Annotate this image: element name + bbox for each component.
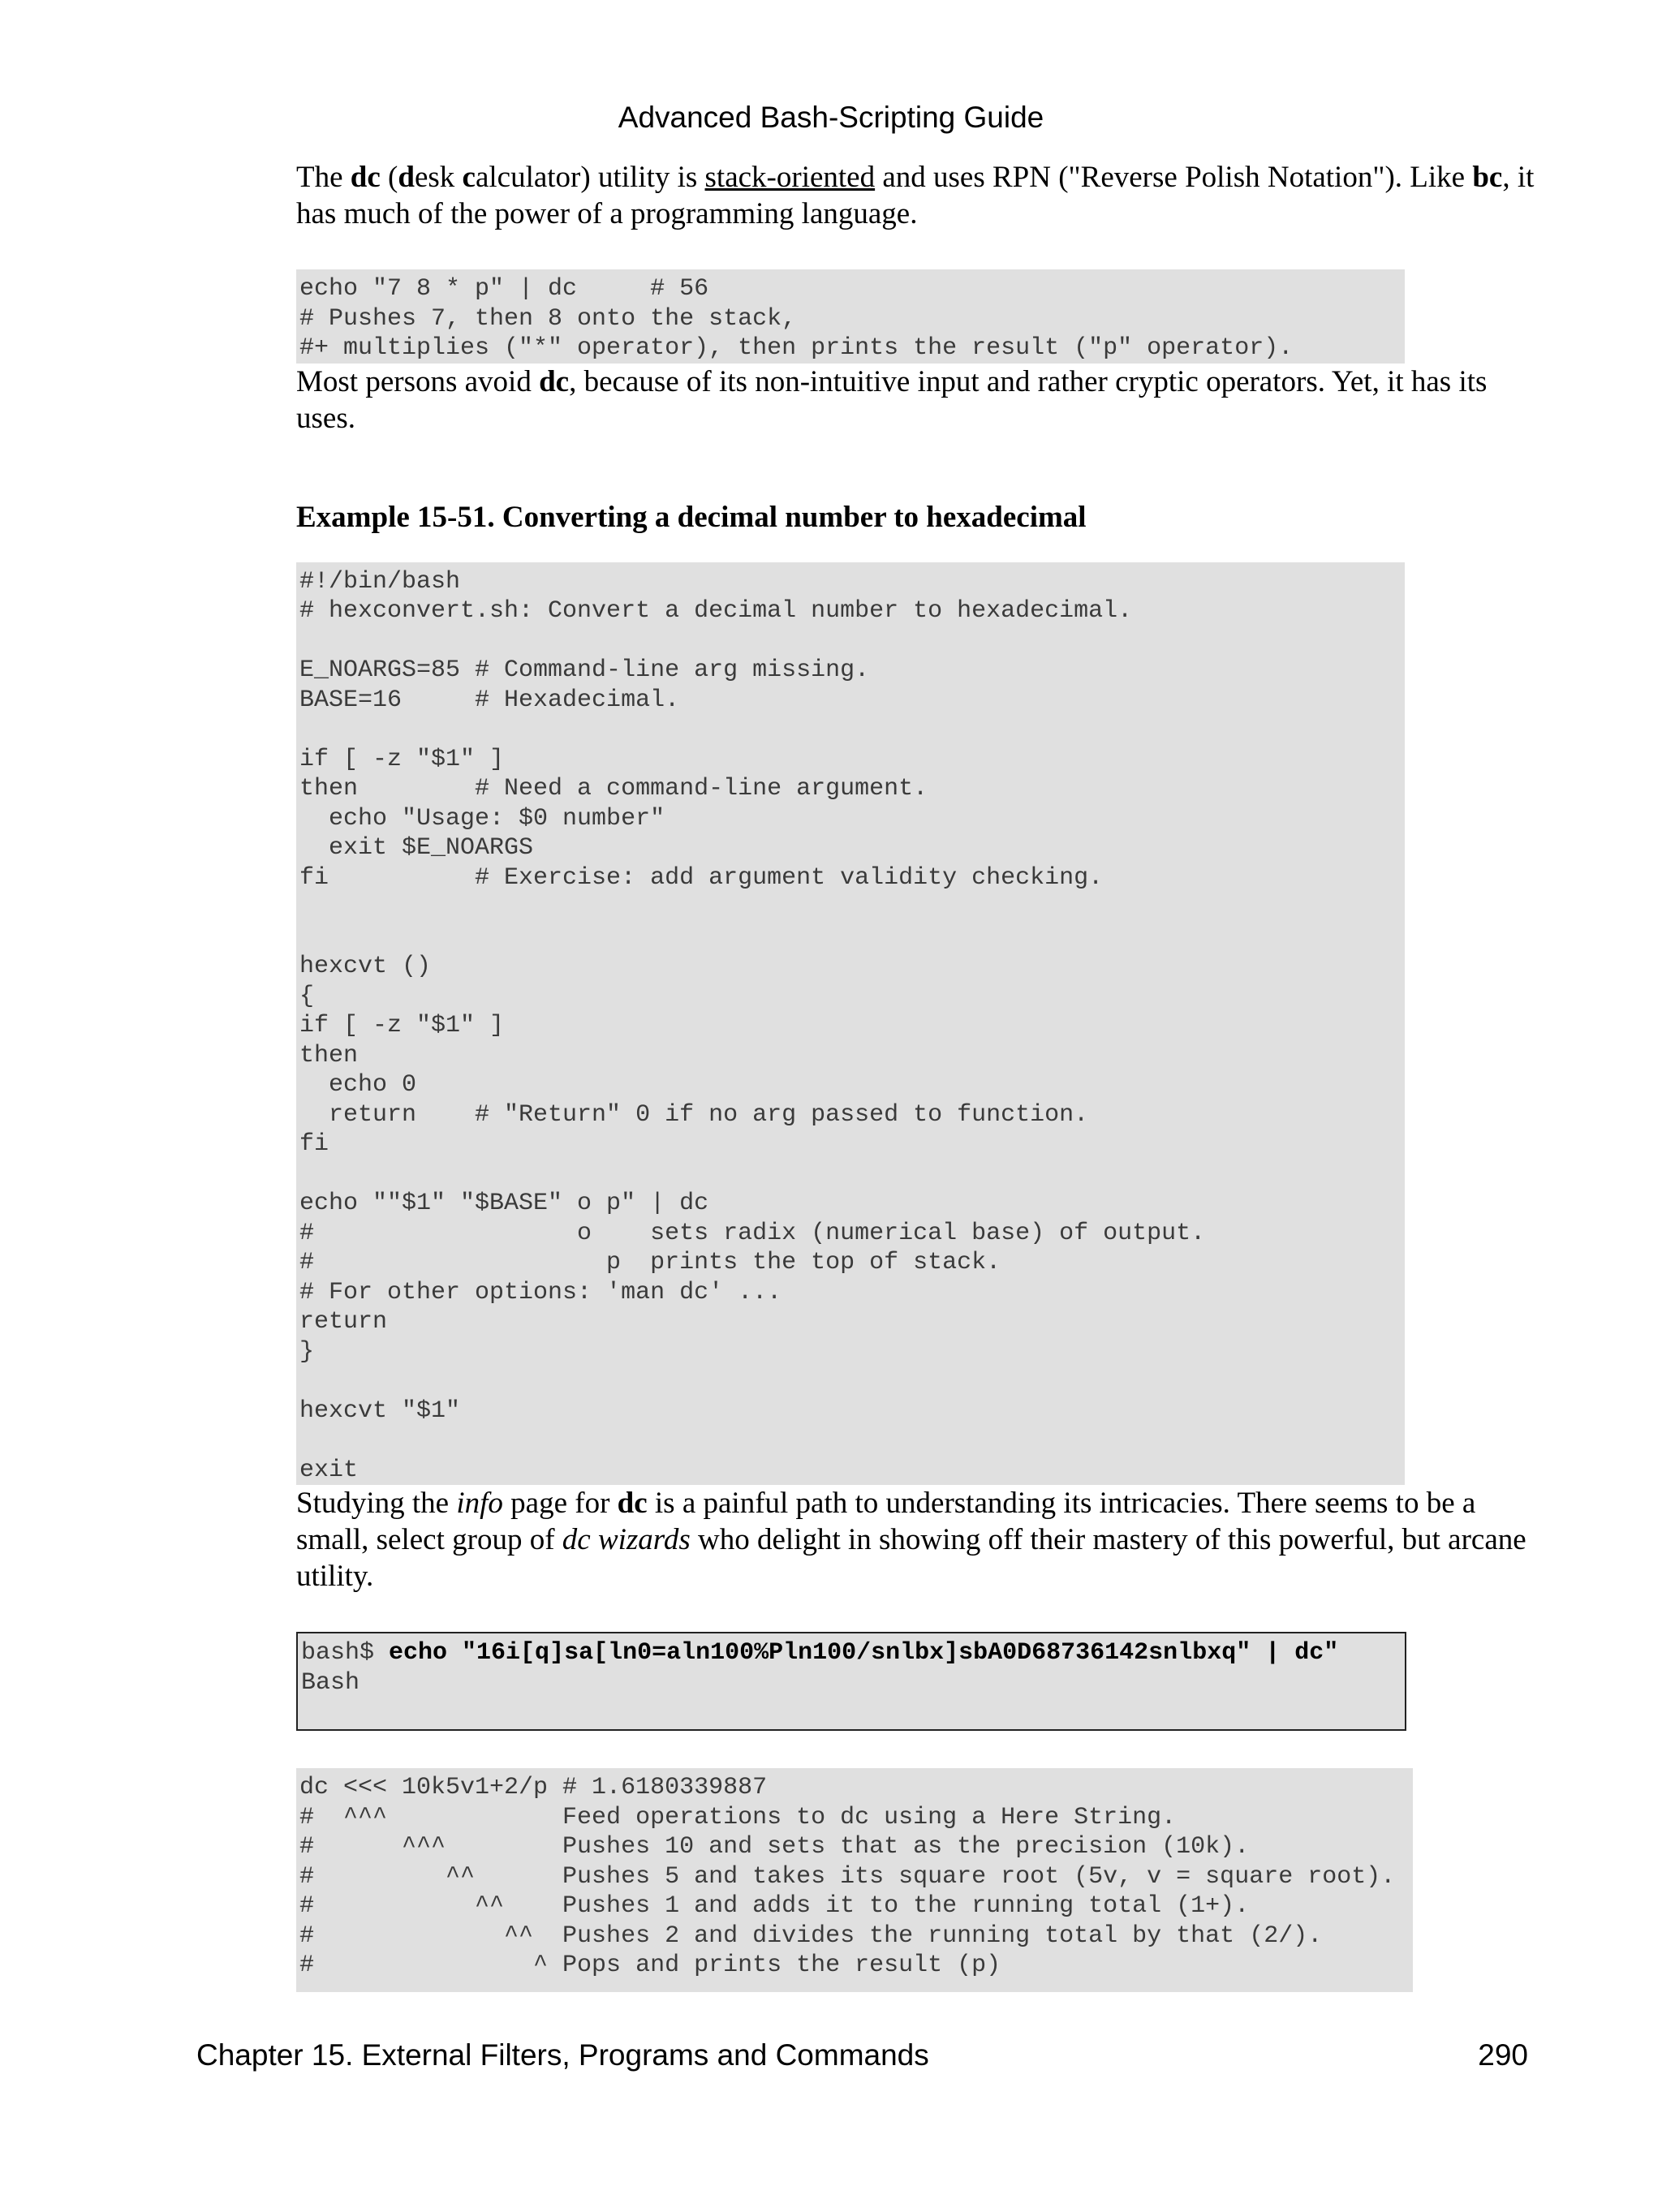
- shell-command: echo "16i[q]sa[ln0=aln100%Pln100/snlbx]sbA0D68736142snlbxq" | dc": [389, 1639, 1339, 1667]
- info-paragraph: [296, 1485, 1538, 1594]
- code-block-hexconvert: #!/bin/bash # hexconvert.sh: Convert a decimal number to hexadecimal. E_NOARGS=85 # Command-line arg missing. BASE=16 # Hexadecimal. if [ -z "$1" ] then # Need a command-line argument. echo "Usage: $0 number" exit $E_NOARGS fi # Exercise: add argument validity checking. hexcvt () { if [ -z "$1" ] then echo 0 return # "Return" 0 if no arg passed to function. fi echo ""$1" "$BASE" o p" | dc # o sets radix (numerical base) of output. # p prints the top of stack. # For other options: 'man dc' ... return } hexcvt "$1" exit: [296, 562, 1405, 1486]
- intro-text: The: [296, 161, 351, 194]
- dc-wizards-term: dc wizards: [562, 1523, 691, 1556]
- c-letter: c: [462, 161, 476, 194]
- dc-term: dc: [617, 1487, 648, 1520]
- stack-oriented-link[interactable]: stack-oriented: [704, 161, 876, 194]
- paragraph-text: , because of its non-intuitive input and rather cryptic operators. Yet, it has its uses.: [296, 364, 1488, 435]
- dc-term: dc: [350, 161, 381, 194]
- paragraph-text: Most persons avoid: [296, 364, 540, 398]
- paragraph-text: is a painful path to understanding its intricacies. There seems to be a small, select group of: [296, 1487, 1476, 1556]
- info-term: info: [456, 1487, 503, 1520]
- intro-paragraph: [296, 159, 1538, 232]
- intro-text: , it has much of the power of a programming language.: [296, 161, 1535, 230]
- code-block-golden-ratio: dc <<< 10k5v1+2/p # 1.6180339887 # ^^^ Feed operations to dc using a Here String. # ^^^ Pushes 10 and sets that as the precision (10k). # ^^ Pushes 5 and takes its square root (5v, v = square root). # ^^ Pushes 1 and adds it to the running total (1+). # ^^ Pushes 2 and divides the running total by that (2/). # ^ Pops and prints the result (p): [296, 1768, 1413, 1992]
- intro-text: (: [380, 161, 398, 194]
- dc-term: dc: [539, 364, 570, 398]
- intro-text: esk: [414, 161, 463, 194]
- intro-text: alculator) utility is: [475, 161, 705, 194]
- example-title: Example 15-51. Converting a decimal number to hexadecimal: [296, 500, 1087, 534]
- shell-prompt: bash$: [301, 1639, 390, 1667]
- paragraph-text: Studying the: [296, 1487, 457, 1520]
- paragraph-text: who delight in showing off their mastery of this powerful, but arcane utility.: [296, 1523, 1526, 1593]
- screen-output-block: [296, 1632, 1406, 1731]
- page-content: [296, 159, 1538, 1992]
- avoid-dc-paragraph: [296, 364, 1538, 437]
- footer-chapter: Chapter 15. External Filters, Programs and Commands: [196, 2038, 929, 2072]
- shell-output: Bash: [301, 1668, 360, 1697]
- code-block-dc-example: echo "7 8 * p" | dc # 56 # Pushes 7, then 8 onto the stack, #+ multiplies ("*" operator), then prints the result ("p" operator).: [296, 269, 1405, 364]
- footer-page-number: 290: [1478, 2038, 1528, 2072]
- intro-text: and uses RPN ("Reverse Polish Notation"). Like: [875, 161, 1473, 194]
- paragraph-text: page for: [502, 1487, 618, 1520]
- d-letter: d: [398, 161, 415, 194]
- page-header: Advanced Bash-Scripting Guide: [618, 101, 1044, 134]
- bc-term: bc: [1472, 161, 1503, 194]
